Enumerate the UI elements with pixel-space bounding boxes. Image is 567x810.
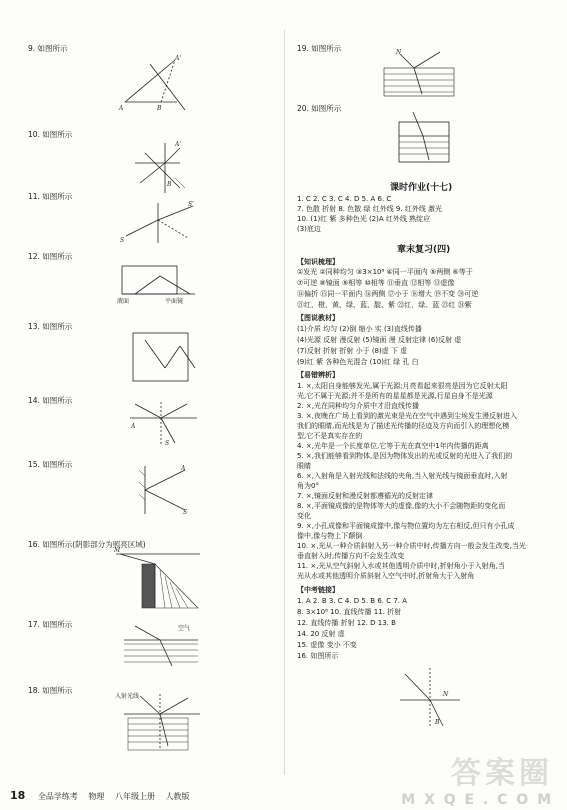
figure-19: [380, 48, 460, 100]
svg-text:B: B: [157, 105, 162, 112]
section-line: 12. 直线传播 折射 12. D 13. B: [297, 619, 396, 627]
item-16-label: 16. 如图所示(阴影部分为照亮区域): [28, 540, 146, 549]
figure-11: [118, 198, 198, 246]
item-19-label: 19. 如图所示: [297, 44, 342, 53]
svg-text:M: M: [114, 547, 121, 554]
section-line: 1. ×,太阳自身能够发光,属于光源;月亮看起来很亮是因为它反射太阳: [297, 382, 508, 390]
page-number: 18: [10, 789, 26, 802]
section-line: 像中,像与物上下颠倒: [297, 532, 363, 540]
lesson-line: (3)底边: [297, 225, 321, 233]
item-11-label: 11. 如图所示: [28, 192, 73, 201]
section-line: 我们的眼睛,而光线是为了描述光传播的径迹及方向而引入的理想化模: [297, 422, 510, 430]
item-20-label: 20. 如图所示: [297, 104, 342, 113]
section-line: 光,它不属于光源;并不是所有的星星都是光源,行星自身不是光源: [297, 392, 493, 400]
svg-text:N: N: [396, 49, 402, 56]
figure-10: [125, 138, 195, 198]
right-column: [285, 0, 567, 810]
fig17-air-label: 空气: [178, 625, 191, 632]
lesson-line: 10. (1)红 紫 多种色光 (2)A 红外线 熟绽应: [297, 215, 431, 223]
section-line: 光从水或其他透明介质斜射入空气中时,折射角大于入射角: [297, 572, 475, 580]
item-13-label: 13. 如图所示: [28, 322, 73, 331]
section-heading: 【知识梳理】: [297, 258, 339, 266]
section-line: ①发光 ②同种均匀 ③3×10⁸ ④同一平面内 ⑤两侧 ⑥等于: [297, 268, 473, 276]
section-line: (9)红 紫 各种色光混合 (10)红 绿 孔 白: [297, 358, 419, 366]
watermark-url: M X Q E . C O M: [401, 792, 553, 808]
svg-text:B: B: [167, 181, 172, 188]
figure-16: [110, 548, 205, 610]
watermark: 答案圈: [451, 756, 553, 791]
figure-13: [125, 328, 200, 388]
section-line: 7. ×,镜面反射和漫反射都遵循光的反射定律: [297, 492, 433, 500]
section-line: 11. ×,光从空气斜射入水或其他透明介质中时,折射角小于入射角,当: [297, 562, 505, 570]
section-line: 8. ×,平面镜成像的是物体等大的虚像,像的大小不会随物距的变化而: [297, 502, 506, 510]
svg-text:N: N: [443, 691, 449, 698]
footer-edition: 人教版: [165, 792, 190, 801]
lesson-line: 1. C 2. C 3. C 4. D 5. A 6. C: [297, 195, 392, 203]
figure-12: [120, 264, 200, 309]
section-line: ⑭偏折 ⑮同一平面内 ⑯两侧 ⑰小于 ⑱增大 ⑲不变 ⑳可逆: [297, 290, 479, 298]
item-15-label: 15. 如图所示: [28, 460, 73, 469]
item-17-label: 17. 如图所示: [28, 620, 73, 629]
fig18-incident-label: 入射光线: [115, 693, 140, 700]
svg-text:S': S': [188, 201, 194, 208]
section-line: 3. ×,夜晚在广场上看到的激光束是光在空气中遇到尘埃发生漫反射进入: [297, 412, 517, 420]
item-14-label: 14. 如图所示: [28, 396, 73, 405]
section-line: ㉑红、橙、黄、绿、蓝、靛、紫 ㉒红、绿、蓝 ㉓红 ㉔紫: [297, 301, 472, 309]
fig12-mirror-label: 平面镜: [165, 298, 184, 305]
fig12-left-label: 液面: [117, 298, 130, 305]
section-line: 6. ×,入射角是入射光线和法线的夹角,当入射光线与镜面垂直时,入射: [297, 472, 508, 480]
section-line: (1)介质 均匀 (2)倒 缩小 实 (3)直线传播: [297, 325, 422, 333]
item-18-label: 18. 如图所示: [28, 686, 73, 695]
figure-9: [115, 52, 195, 114]
section-line: 变化: [297, 512, 311, 520]
chapter-title: 章末复习(四): [397, 245, 451, 255]
item-12-label: 12. 如图所示: [28, 252, 73, 261]
svg-text:S: S: [120, 237, 125, 244]
lesson-line: 7. 色散 折射 8. 色散 绿 红外线 9. 红外线 激光: [297, 205, 443, 213]
lesson-title: 课时作业(十七): [390, 183, 453, 193]
svg-text:A: A: [181, 465, 186, 472]
section-line: 8. 3×10⁸ 10. 直线传播 11. 折射: [297, 608, 402, 616]
section-line: (4)光源 反射 漫反射 (5)镜面 漫 反射定律 (6)反射 虚: [297, 336, 462, 344]
figure-16-answer: [395, 660, 465, 730]
svg-text:A: A: [131, 423, 136, 430]
svg-text:A: A: [119, 105, 124, 112]
section-line: ⑦可逆 ⑧镜面 ⑨相等 ⑩相等 ⑪垂直 ⑫相等 ⑬虚像: [297, 279, 455, 287]
svg-text:A': A': [175, 55, 181, 62]
item-9-label: 9. 如图所示: [28, 44, 68, 53]
section-line: 4. ×,光年是一个长度单位,它等于光在真空中1年内传播的距离: [297, 442, 489, 450]
section-line: 14. 20 反射 虚: [297, 630, 345, 638]
section-line: 垂直射入时,传播方向不会发生改变: [297, 552, 405, 560]
section-line: 16. 如图所示: [297, 652, 339, 660]
figure-15: [125, 462, 200, 517]
page-footer: [10, 789, 198, 802]
figure-14: [125, 398, 200, 448]
figure-20: [395, 108, 455, 170]
svg-text:B: B: [435, 719, 440, 726]
section-line: 角为0°: [297, 482, 319, 490]
footer-subject: 物理: [88, 792, 105, 801]
section-heading: 【中考链接】: [297, 586, 339, 594]
svg-text:S: S: [183, 509, 188, 516]
svg-text:A': A': [175, 141, 181, 148]
svg-text:S: S: [165, 440, 170, 447]
section-line: (7)反射 折射 折射 小于 (8)虚 下 虚: [297, 347, 408, 355]
section-line: 5. ×,我们能够看到物体,是因为物体发出的光或反射的光进入了我们的: [297, 452, 513, 460]
section-line: 1. A 2. B 3. C 4. D 5. B 6. C 7. A: [297, 597, 408, 605]
section-heading: 【图说教材】: [297, 314, 339, 322]
section-heading: 【易错辨析】: [297, 371, 339, 379]
section-line: 9. ×,小孔成像和平面镜成像中,像与物位置均为左右相反,但只有小孔成: [297, 522, 515, 530]
section-line: 2. ×,光在同种均匀介质中才沿直线传播: [297, 402, 419, 410]
section-line: 眼睛: [297, 462, 311, 470]
footer-book: 全品学练考: [37, 792, 78, 801]
item-10-label: 10. 如图所示: [28, 130, 73, 139]
section-line: 型,它不是真实存在的: [297, 432, 363, 440]
footer-grade: 八年级上册: [114, 792, 155, 801]
section-line: 10. ×,光从一种介质斜射入另一种介质中时,传播方向一般会发生改变,当光: [297, 542, 526, 550]
section-line: 15. 虚像 变小 不变: [297, 641, 357, 649]
